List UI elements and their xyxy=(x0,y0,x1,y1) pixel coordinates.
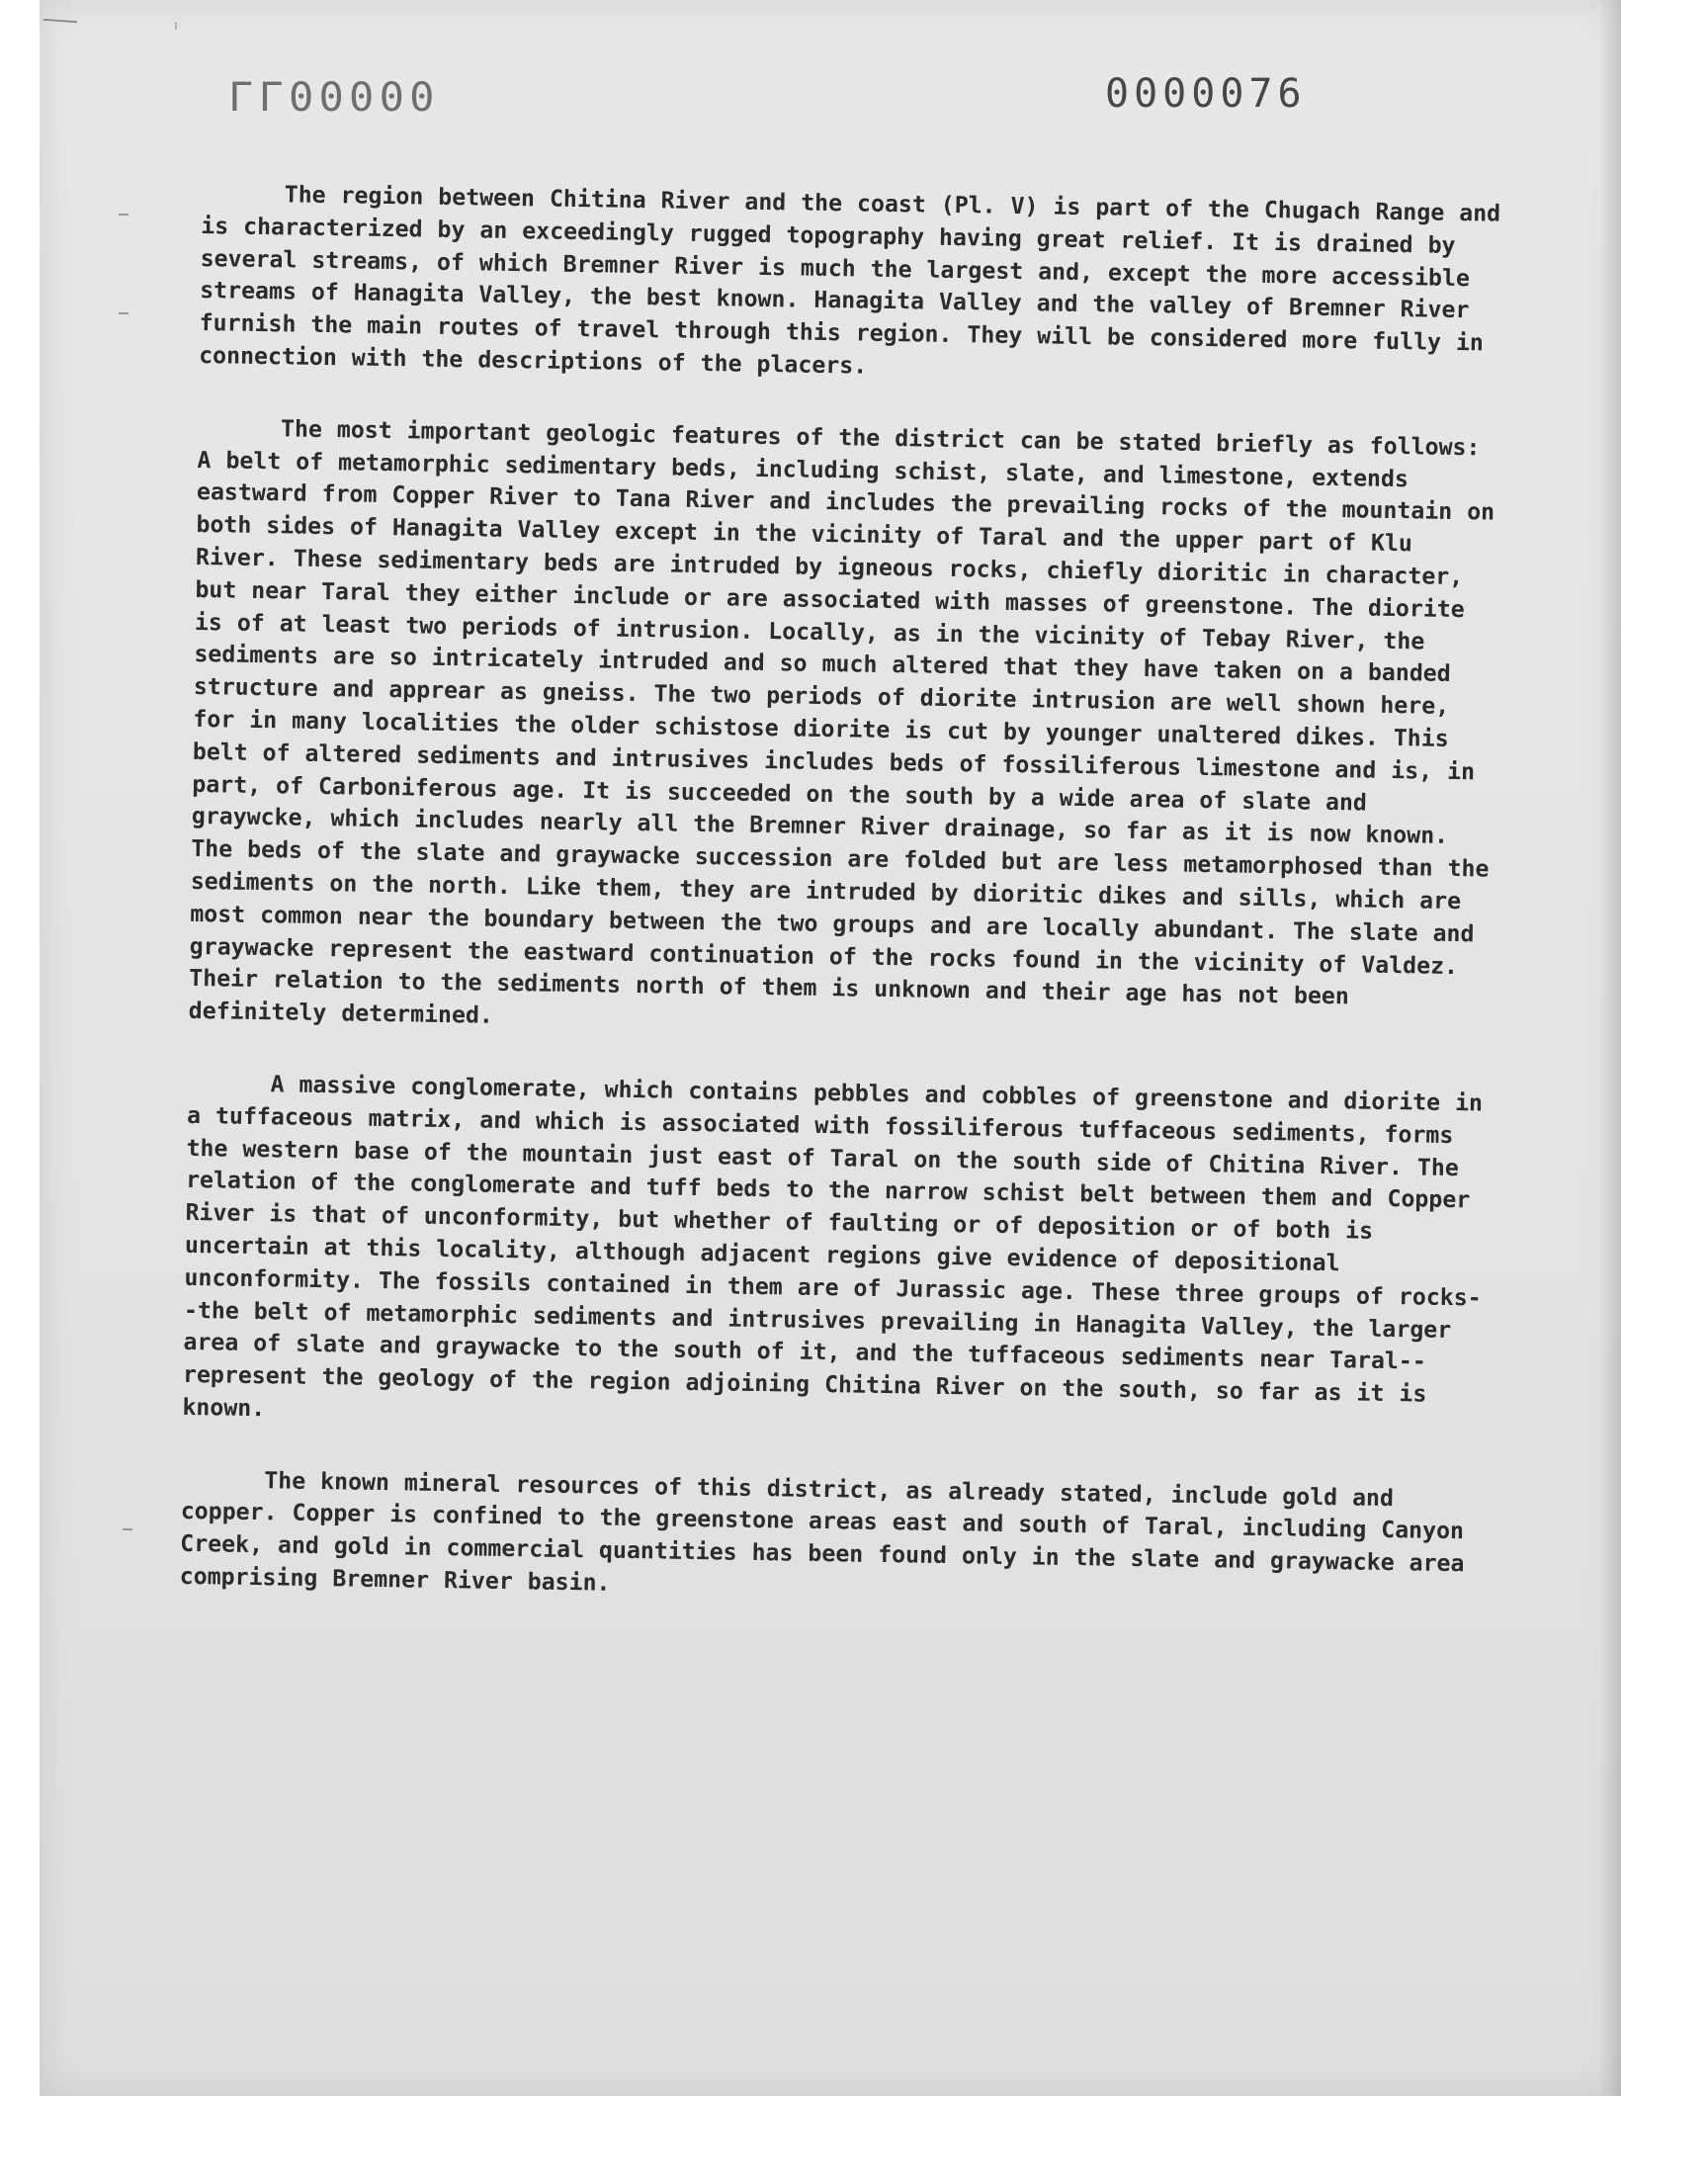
document-stamp-left: ГГ00000 xyxy=(227,75,440,121)
document-body xyxy=(179,178,1506,1653)
document-stamp-right: 0000076 xyxy=(1105,71,1307,117)
margin-dash xyxy=(119,214,128,216)
paragraph-mineral-resources: The known mineral resources of this district, as already stated, include gold and copper. Copper is confined to the greenstone areas east and south of Taral, including Canyon Creek, and gold in commercial quantities has been found only in the slate and graywacke area comprising Bremner River basin. xyxy=(179,1466,1465,1597)
margin-dash xyxy=(119,312,128,314)
paragraph-geologic-features: The most important geologic features of the district can be stated briefly as follows: A belt of metamorphic sedimentary beds, including schist, slate, and limestone, extends eastward from Copper River to Tana River and includes the prevailing rocks of the mountain on both sides of Hanagita Valley except in the vicinity of Taral and the upper part of Klu River. These sedimentary beds are intruded by igneous rocks, chiefly dioritic in character, but near Taral they either include or are associated with masses of greenstone. The diorite is of at least two periods of intrusion. Locally, as in the vicinity of Tebay River, the sediments are so intricately intruded and so much altered that they have taken on a banded structure and apprear as gneiss. The two periods of diorite intrusion are well shown here, for in many localities the older schistose diorite is cut by younger unaltered dikes. This belt of altered sediments and intrusives includes beds of fossiliferous limestone and is, in part, of Carboniferous age. It is succeeded on the south by a wide area of slate and graywcke, which includes nearly all the Bremner River drainage, so far as it is now known. The beds of the slate and graywacke succession are folded but are less metamorphosed than the sediments on the north. Like them, they are intruded by dioritic dikes and sills, which are most common near the boundary between the two groups and are locally abundant. The slate and graywacke represent the eastward continuation of the rocks found in the vicinity of Valdez. Their relation to the sediments north of them is unknown and their age has not been definitely determined. xyxy=(188,415,1495,1029)
paragraph-conglomerate: A massive conglomerate, which contains pebbles and cobbles of greenstone and diorite in a tuffaceous matrix, and which is associated with fossiliferous tuffaceous sediments, forms the western base of the mountain just east of Taral on the south side of Chitina River. The relation of the conglomerate and tuff beds to the narrow schist belt between them and Copper River is that of unconformity, but whether of faulting or of deposition or of both is uncertain at this locality, although adjacent regions give evidence of depositional unconformity. The fossils contained in them are of Jurassic age. These three groups of rocks--the belt of metamorphic sediments and intrusives prevailing in Hanagita Valley, the larger area of slate and graywacke to the south of it, and the tuffaceous sediments near Taral--represent the geology of the region adjoining Chitina River on the south, so far as it is known. xyxy=(182,1071,1484,1423)
page-edge-shadow xyxy=(1599,0,1621,2096)
margin-dash xyxy=(123,1528,132,1530)
corner-tick-mark: ı xyxy=(174,18,178,34)
paragraph-coastal-region: The region between Chitina River and the coast (Pl. V) is part of the Chugach Range and is characterized by an exceedingly rugged topography having great relief. It is drained by several streams, of which Bremner River is much the largest and, except the more accessible streams of Hanagita Valley, the best known. Hanagita Valley and the valley of Bremner River furnish the main routes of travel through this region. They will be considered more fully in connection with the descriptions of the placers. xyxy=(198,181,1501,380)
